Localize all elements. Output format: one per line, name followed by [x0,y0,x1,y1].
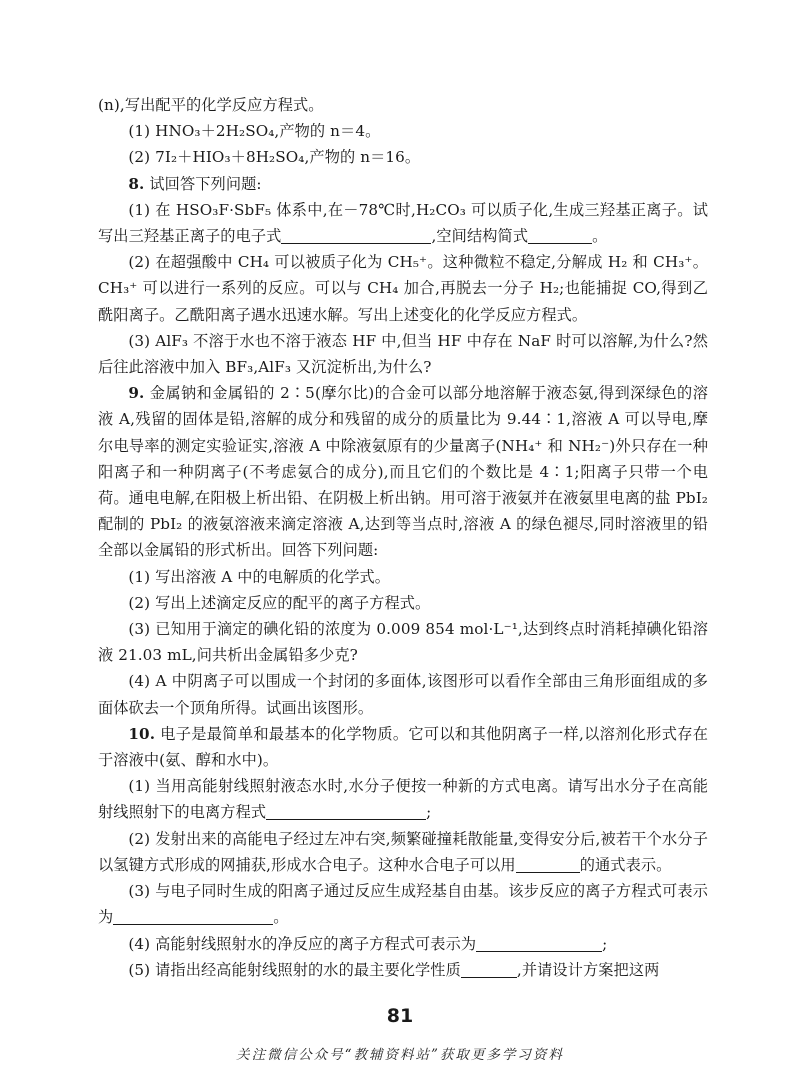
question-10-part-2: (2) 发射出来的高能电子经过左冲右突,频繁碰撞耗散能量,变得安分后,被若干个水分子以氢键方式形成的网捕获,形成水合电子。这种水合电子可以用 的通式表示。 [98,829,708,874]
question-8-stem: 8. 试回答下列问题: [128,174,262,193]
question-8-part-3: (3) AlF₃ 不溶于水也不溶于液态 HF 中,但当 HF 中存在 NaF 时可以溶解,为什么?然后往此溶液中加入 BF₃,AlF₃ 又沉淀析出,为什么? [98,331,708,377]
question-10-part-5: (5) 请指出经高能射线照射的水的最主要化学性质 ,并请设计方案把这两 [128,960,660,979]
subitem-2: (2) 7I₂＋HIO₃＋8H₂SO₄,产物的 n＝16。 [128,148,421,167]
question-9-part-1: (1) 写出溶液 A 中的电解质的化学式。 [128,567,391,586]
answer-blank[interactable] [281,228,431,244]
question-9-number: 9. [128,384,145,403]
question-9-part-4: (4) A 中阴离子可以围成一个封闭的多面体,该图形可以看作全部由三角形面组成的多面体砍去一个顶角所得。试画出该图形。 [98,672,708,717]
question-8-part-1: (1) 在 HSO₃F·SbF₅ 体系中,在－78℃时,H₂CO₃ 可以质子化,生成三羟基正离子。试写出三羟基正离子的电子式 ,空间结构简式 。 [98,200,708,246]
question-10-stem: 10. 电子是最简单和最基本的化学物质。它可以和其他阴离子一样,以溶剂化形式存在于溶液中(氨、醇和水中)。 [98,724,708,770]
question-8-number: 8. [128,174,145,193]
answer-blank[interactable] [266,804,426,820]
answer-blank[interactable] [476,935,602,951]
question-9-part-2: (2) 写出上述滴定反应的配平的离子方程式。 [128,593,431,612]
question-10-part-1: (1) 当用高能射线照射液态水时,水分子便按一种新的方式电离。请写出水分子在高能射线照射下的电离方程式 ; [98,777,708,822]
question-9-stem: 9. 金属钠和金属铅的 2∶5(摩尔比)的合金可以部分地溶解于液态氨,得到深绿色的溶液 A,残留的固体是铅,溶解的成分和残留的成分的质量比为 9.44∶1,溶液 A 可以导电,摩尔电导率的测定实验证实,溶液 A 中除液氨原有的少量离子(NH₄⁺ 和 NH₂⁻)外只存在一种阳离子和一种阴离子(不考虑氨合的成分),而且它们的个数比是 4∶1;阳离子只带一个电荷。通电电解,在阳极上析出铅、在阴极上析出钠。用可溶于液氨并在液氨里电离的盐 PbI₂ 配制的 PbI₂ 的液氨溶液来滴定溶液 A,达到等当点时,溶液 A 的绿色褪尽,同时溶液里的铅全部以金属铅的形式析出。回答下列问题: [98,384,708,560]
question-10-part-3: (3) 与电子同时生成的阳离子通过反应生成羟基自由基。该步反应的离子方程式可表示为 。 [98,882,708,927]
answer-blank[interactable] [113,909,273,925]
answer-blank[interactable] [516,857,580,873]
footer-watermark: 关注微信公众号“教辅资料站”获取更多学习资料 [236,1047,564,1063]
line-n-intro: (n),写出配平的化学反应方程式。 [98,96,324,114]
answer-blank[interactable] [528,228,592,244]
answer-blank[interactable] [461,962,517,978]
question-10-number: 10. [128,724,156,743]
subitem-1: (1) HNO₃＋2H₂SO₄,产物的 n＝4。 [128,122,381,141]
question-8-part-2: (2) 在超强酸中 CH₄ 可以被质子化为 CH₅⁺。这种微粒不稳定,分解成 H₂ 和 CH₃⁺。CH₃⁺ 可以进行一系列的反应。可以与 CH₄ 加合,再脱去一分子 H₂;也能捕捉 CO,得到乙酰阳离子。乙酰阳离子遇水迅速水解。写出上述变化的化学反应方程式。 [98,253,708,324]
question-10-part-4: (4) 高能射线照射水的净反应的离子方程式可表示为 ; [128,934,608,953]
page-number: 81 [386,1005,414,1027]
question-9-part-3: (3) 已知用于滴定的碘化铅的浓度为 0.009 854 mol·L⁻¹,达到终点时消耗掉碘化铅溶液 21.03 mL,问共析出金属铅多少克? [98,620,708,665]
text-body [98,92,708,983]
